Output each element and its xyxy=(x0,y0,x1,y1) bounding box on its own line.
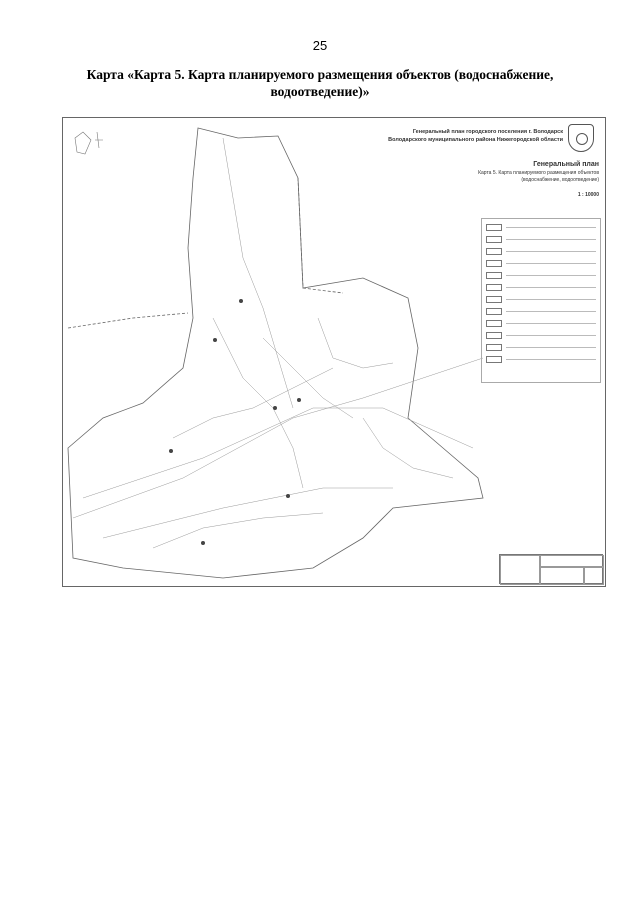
legend-symbol-icon xyxy=(486,356,502,363)
legend-symbol-icon xyxy=(486,320,502,327)
legend-symbol-icon xyxy=(486,308,502,315)
map-header-line1: Генеральный план городского поселения г. Володарск xyxy=(412,129,563,135)
legend-item xyxy=(486,283,596,292)
legend-item xyxy=(486,271,596,280)
legend-symbol-icon xyxy=(486,332,502,339)
legend-symbol-icon xyxy=(486,260,502,267)
legend-symbol-icon xyxy=(486,296,502,303)
legend-item xyxy=(486,343,596,352)
page-number: 25 xyxy=(312,38,328,53)
legend-symbol-icon xyxy=(486,344,502,351)
map-subtitle-line2: (водоснабжение, водоотведение) xyxy=(521,177,599,183)
legend-item xyxy=(486,235,596,244)
legend-item xyxy=(486,295,596,304)
map-header-line2: Володарского муниципального района Нижегородской области xyxy=(388,137,563,143)
map-subtitle-line1: Карта 5. Карта планируемого размещения объектов xyxy=(478,170,599,176)
legend-symbol-icon xyxy=(486,284,502,291)
map-scale: 1 : 10000 xyxy=(577,192,599,198)
legend-item xyxy=(486,319,596,328)
district-boundary-east xyxy=(298,178,343,293)
legend-item xyxy=(486,259,596,268)
map-subtitle xyxy=(413,160,599,199)
legend-symbol-icon xyxy=(486,272,502,279)
legend-symbol-icon xyxy=(486,248,502,255)
district-boundary xyxy=(68,313,188,328)
coat-of-arms-icon xyxy=(568,124,594,152)
legend-item xyxy=(486,307,596,316)
legend-item xyxy=(486,331,596,340)
map-figure xyxy=(62,117,606,587)
map-header xyxy=(313,128,563,144)
legend-item xyxy=(486,247,596,256)
map-subtitle-main: Генеральный план xyxy=(533,161,599,168)
legend-symbol-icon xyxy=(486,236,502,243)
map-caption: Карта «Карта 5. Карта планируемого размещения объектов (водоснабжение, водоотведение)» xyxy=(86,67,554,99)
legend-symbol-icon xyxy=(486,224,502,231)
map-title-block xyxy=(499,554,603,584)
legend-item xyxy=(486,355,596,364)
map-legend xyxy=(481,218,601,383)
legend-item xyxy=(486,223,596,232)
